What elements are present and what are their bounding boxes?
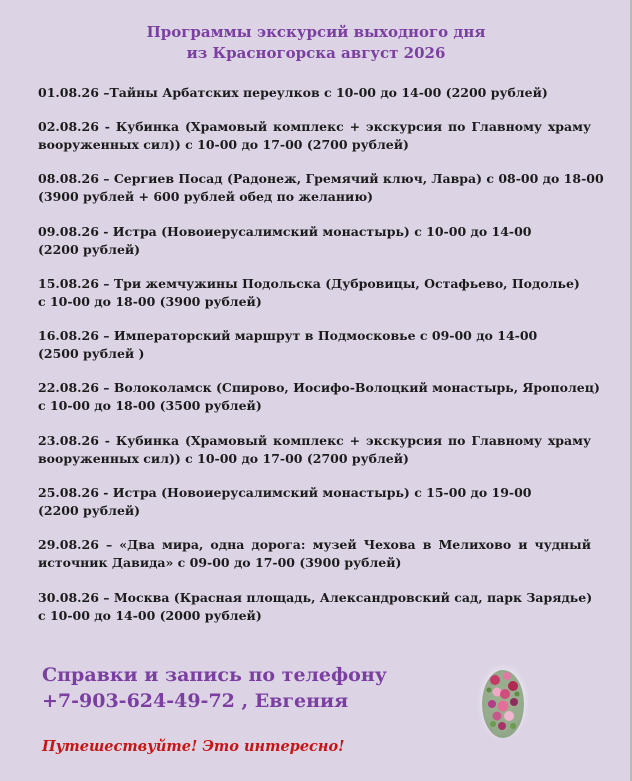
slogan: Путешествуйте! Это интересно! [42,738,345,755]
tour-item-line: 29.08.26 – «Два мира, одна дорога: музей Чехова в Мелихово и чудный [38,537,591,553]
tour-item [38,432,591,468]
tour-item [38,589,591,625]
tour-item-line: (2500 рублей ) [38,346,145,362]
tour-item-line: 25.08.26 - Истра (Новоиерусалимский монастырь) с 15-00 до 19-00 [38,485,532,501]
tour-item [38,536,591,572]
flower-bouquet-image [475,660,531,744]
tour-item [38,170,604,206]
title-line-1: Программы экскурсий выходного дня [146,23,486,41]
tour-item-line: вооруженных сил)) с 10-00 до 17-00 (2700 рублей) [38,450,409,466]
tour-item-line: 30.08.26 – Москва (Красная площадь, Александровский сад, парк Зарядье) [38,589,593,605]
tour-item-line: вооруженных сил)) с 10-00 до 17-00 (2700 рублей) [38,137,409,152]
tour-item [38,223,591,259]
tour-item-line: источник Давида» с 09-00 до 17-00 (3900 рублей) [38,555,402,571]
tour-item-line: 15.08.26 – Три жемчужины Подольска (Дубровицы, Остафьево, Подолье) [38,275,580,291]
tour-item-line: с 10-00 до 18-00 (3900 рублей) [38,293,262,309]
tour-item-line: 08.08.26 – Сергиев Посад (Радонеж, Гремячий ключ, Лавра) с 08-00 до 18-00 [38,171,604,187]
tour-item [38,379,600,415]
tour-item-line: (2200 рублей) [38,241,141,257]
tour-item-line: 02.08.26 - Кубинка (Храмовый комплекс + экскурсия по Главному храму [38,119,591,134]
tour-item [38,484,591,520]
tour-item-line: (3900 рублей + 600 рублей обед по желанию) [38,189,374,205]
tour-item-line: (2200 рублей) [38,503,141,519]
tour-item-line: с 10-00 до 14-00 (2000 рублей) [38,607,262,623]
tour-list [38,84,604,641]
tour-item-line: 23.08.26 - Кубинка (Храмовый комплекс + экскурсия по Главному храму [38,432,591,448]
tour-item [38,327,591,363]
tour-item-line: 01.08.26 –Тайны Арбатских переулков с 10-00 до 14-00 (2200 рублей) [38,85,548,100]
tour-item-line: с 10-00 до 18-00 (3500 рублей) [38,398,262,414]
contact-block [42,662,387,714]
contact-phone: +7-903-624-49-72 , Евгения [42,690,349,712]
contact-caption: Справки и запись по телефону [42,664,387,686]
page-title [0,22,632,64]
tour-item-line: 09.08.26 - Истра (Новоиерусалимский монастырь) с 10-00 до 14-00 [38,223,532,239]
title-line-2: из Красногорска август 2026 [186,44,446,62]
tour-item [38,118,591,154]
tour-item-line: 16.08.26 – Императорский маршрут в Подмосковье с 09-00 до 14-00 [38,328,538,344]
tour-item [38,275,591,311]
tour-item-line: 22.08.26 – Волоколамск (Спирово, Иосифо-Волоцкий монастырь, Ярополец) [38,380,600,396]
tour-item [38,84,591,102]
